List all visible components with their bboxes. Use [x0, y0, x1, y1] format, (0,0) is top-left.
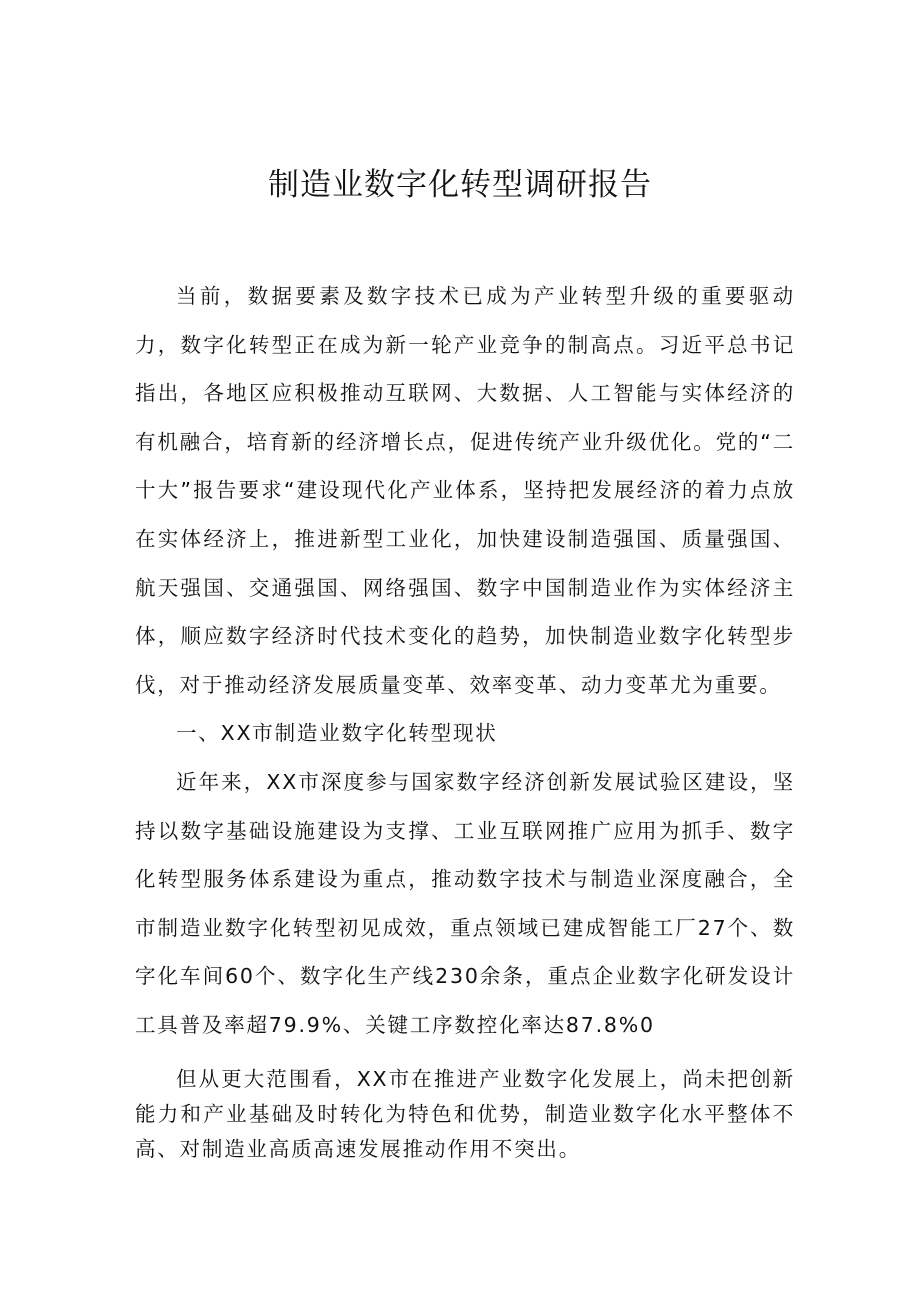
- document-body: [135, 272, 795, 1167]
- status-paragraph: 近年来，XX市深度参与国家数字经济创新发展试验区建设，坚持以数字基础设施建设为支撑、工业互联网推广应用为抓手、数字化转型服务体系建设为重点，推动数字技术与制造业深度融合，全市制造业数字化转型初见成效，重点领域已建成智能工厂27个、数字化车间60个、数字化生产线230余条，重点企业数字化研发设计工具普及率超79.9%、关键工序数控化率达87.8%0: [135, 769, 795, 1037]
- intro-paragraph: 当前，数据要素及数字技术已成为产业转型升级的重要驱动力，数字化转型正在成为新一轮产业竞争的制高点。习近平总书记指出，各地区应积极推动互联网、大数据、人工智能与实体经济的有机融合，培育新的经济增长点，促进传统产业升级优化。党的“二十大”报告要求“建设现代化产业体系，坚持把发展经济的着力点放在实体经济上，推进新型工业化，加快建设制造强国、质量强国、航天强国、交通强国、网络强国、数字中国制造业作为实体经济主体，顺应数字经济时代技术变化的趋势，加快制造业数字化转型步伐，对于推动经济发展质量变革、效率变革、动力变革尤为重要。: [135, 284, 795, 697]
- document-title: 制造业数字化转型调研报告: [268, 167, 652, 203]
- problem-paragraph: 但从更大范围看，XX市在推进产业数字化发展上，尚未把创新能力和产业基础及时转化为特色和优势，制造业数字化水平整体不高、对制造业高质高速发展推动作用不突出。: [135, 1066, 795, 1161]
- section-heading: 一、XX市制造业数字化转型现状: [176, 721, 498, 746]
